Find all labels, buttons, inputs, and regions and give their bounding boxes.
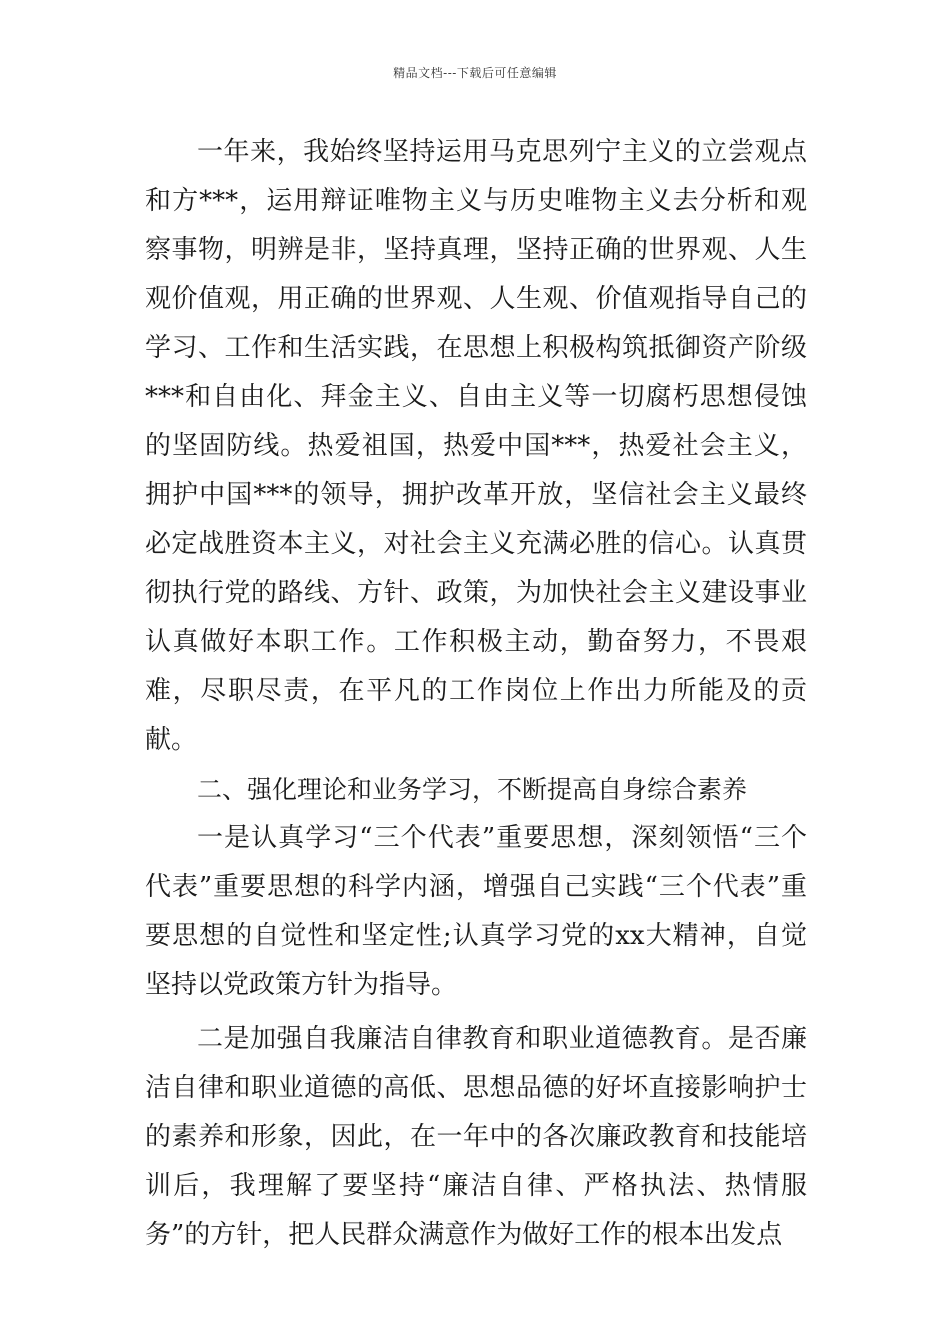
paragraph-self-discipline: 二是加强自我廉洁自律教育和职业道德教育。是否廉洁自律和职业道德的高低、思想品德的好坏直接影响护士的素养和形象，因此，在一年中的各次廉政教育和技能培训后，我理解了要坚持“廉洁自律、严格执法、热情服务”的方针，把人民群众满意作为做好工作的根本出发点	[145, 1024, 807, 1250]
paragraph-ideology: 一年来，我始终坚持运用马克思列宁主义的立尝观点和方***，运用辩证唯物主义与历史唯物主义去分析和观察事物，明辨是非，坚持真理，坚持正确的世界观、人生观价值观，用正确的世界观、人生观、价值观指导自己的学习、工作和生活实践，在思想上积极构筑抵御资产阶级***和自由化、拜金主义、自由主义等一切腐朽思想侵蚀的坚固防线。热爱祖国，热爱中国***，热爱社会主义，拥护中国***的领导，拥护改革开放，坚信社会主义最终必定战胜资本主义，对社会主义充满必胜的信心。认真贯彻执行党的路线、方针、政策，为加快社会主义建设事业认真做好本职工作。工作积极主动，勤奋努力，不畏艰难，尽职尽责，在平凡的工作岗位上作出力所能及的贡献。	[145, 137, 807, 755]
section-heading-2: 二、强化理论和业务学习，不断提高自身综合素养	[197, 775, 748, 804]
paragraph-three-represents: 一是认真学习“三个代表”重要思想，深刻领悟“三个代表”重要思想的科学内涵，增强自己实践“三个代表”重要思想的自觉性和坚定性;认真学习党的xx大精神，自觉坚持以党政策方针为指导。	[145, 823, 807, 1000]
page-header: 精品文档---下载后可任意编辑	[393, 66, 557, 80]
document-body	[145, 128, 807, 1260]
